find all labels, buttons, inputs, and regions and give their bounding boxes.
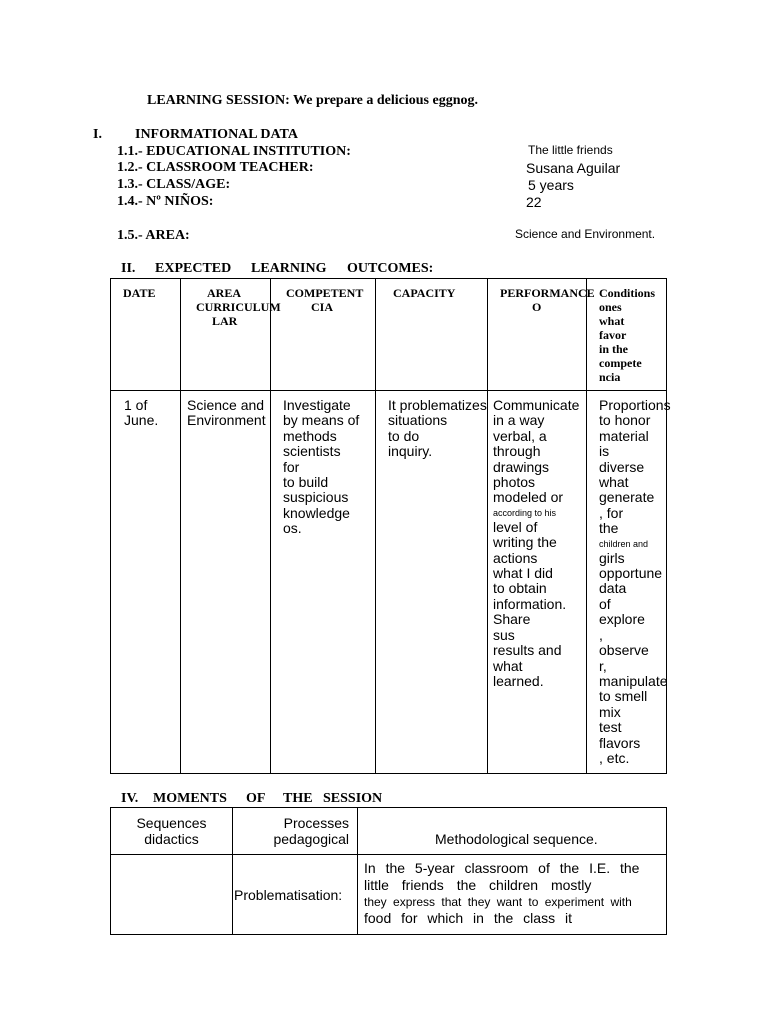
section2-title-word: LEARNING <box>251 261 327 276</box>
cell-sequence <box>111 855 233 935</box>
cell-process <box>233 855 358 935</box>
header-conditions-text: Conditions ones what favor in the compete ncia <box>599 286 656 384</box>
header-performance <box>488 279 595 391</box>
header-date-text: DATE <box>123 286 156 300</box>
conditions-text: Proportions to honor material is diverse what generate , for the children and girls opportune data of explore , observe r, manipulate to smell mix test flavors , etc. <box>599 397 671 766</box>
header-competence <box>271 279 376 391</box>
section1-title: INFORMATIONAL DATA <box>135 127 298 142</box>
header-capacity <box>376 279 488 391</box>
header-methodological <box>358 808 667 855</box>
institution-value: The little friends <box>528 143 613 157</box>
performance-text: Communicate in a way verbal, a through drawings photos modeled or according to his level of writing the actions what I did to obtain information. Share sus results and what learned. <box>493 397 580 689</box>
num-children-label: 1.4.- Nº NIÑOS: <box>117 194 214 209</box>
section4-title-word: THE <box>283 791 313 806</box>
header-sequences-text: Sequences didactics <box>136 815 207 847</box>
header-area <box>181 279 281 391</box>
section1-number: I. <box>93 127 102 142</box>
cell-performance <box>488 391 587 774</box>
teacher-value: Susana Aguilar <box>526 160 621 176</box>
section4-title-word: SESSION <box>323 791 383 806</box>
header-area-text: AREA CURRICULUM LAR <box>196 286 281 328</box>
header-processes-text: Processes pedagogical <box>273 815 349 847</box>
moments-table <box>110 807 667 935</box>
header-methodological-text: Methodological sequence. <box>435 831 598 847</box>
cell-area <box>181 391 271 774</box>
area-value: Science and Environment. <box>515 227 656 241</box>
teacher-label: 1.2.- CLASSROOM TEACHER: <box>117 160 314 175</box>
session-title: LEARNING SESSION: We prepare a delicious eggnog. <box>147 93 478 108</box>
class-age-label: 1.3.- CLASS/AGE: <box>117 177 231 192</box>
institution-label: 1.1.- EDUCATIONAL INSTITUTION: <box>117 144 351 159</box>
header-conditions <box>587 279 667 391</box>
header-date <box>111 279 181 391</box>
cell-competence <box>271 391 376 774</box>
date-text: 1 of June. <box>124 397 159 429</box>
section2-number: II. <box>121 261 136 276</box>
section4-title-word: MOMENTS <box>153 791 227 806</box>
cell-date <box>111 391 181 774</box>
process-text: Problematisation: <box>234 886 343 903</box>
moments-data-row <box>111 855 667 935</box>
cell-conditions <box>587 391 671 774</box>
section2-title-word: OUTCOMES: <box>347 261 434 276</box>
area-label: 1.5.- AREA: <box>117 228 190 243</box>
competence-text: Investigate by means of methods scientists for to build suspicious knowledge os. <box>283 397 360 537</box>
area-text: Science and Environment <box>187 397 266 429</box>
outcomes-header-row <box>111 279 667 391</box>
header-capacity-text: CAPACITY <box>393 286 456 300</box>
header-competence-text: COMPETENT CIA <box>286 286 364 314</box>
capacity-text: It problematizes situations to do inquiry. <box>388 397 487 460</box>
class-age-value: 5 years <box>528 177 574 193</box>
outcomes-table <box>110 278 671 774</box>
header-processes <box>233 808 358 855</box>
num-children-value: 22 <box>526 194 542 210</box>
section4-title-word: OF <box>246 791 266 806</box>
cell-capacity <box>376 391 488 774</box>
moments-header-row <box>111 808 667 855</box>
cell-methodology <box>358 855 667 935</box>
methodology-text: In the 5-year classroom of the I.E. the little friends the children mostly they express that they want to experiment with food for which in the class it <box>364 860 640 926</box>
outcomes-data-row <box>111 391 667 774</box>
section2-title-word: EXPECTED <box>155 261 232 276</box>
header-performance-text: PERFORMANCE O <box>500 286 595 314</box>
header-sequences <box>111 808 233 855</box>
section4-number: IV. <box>121 791 139 806</box>
